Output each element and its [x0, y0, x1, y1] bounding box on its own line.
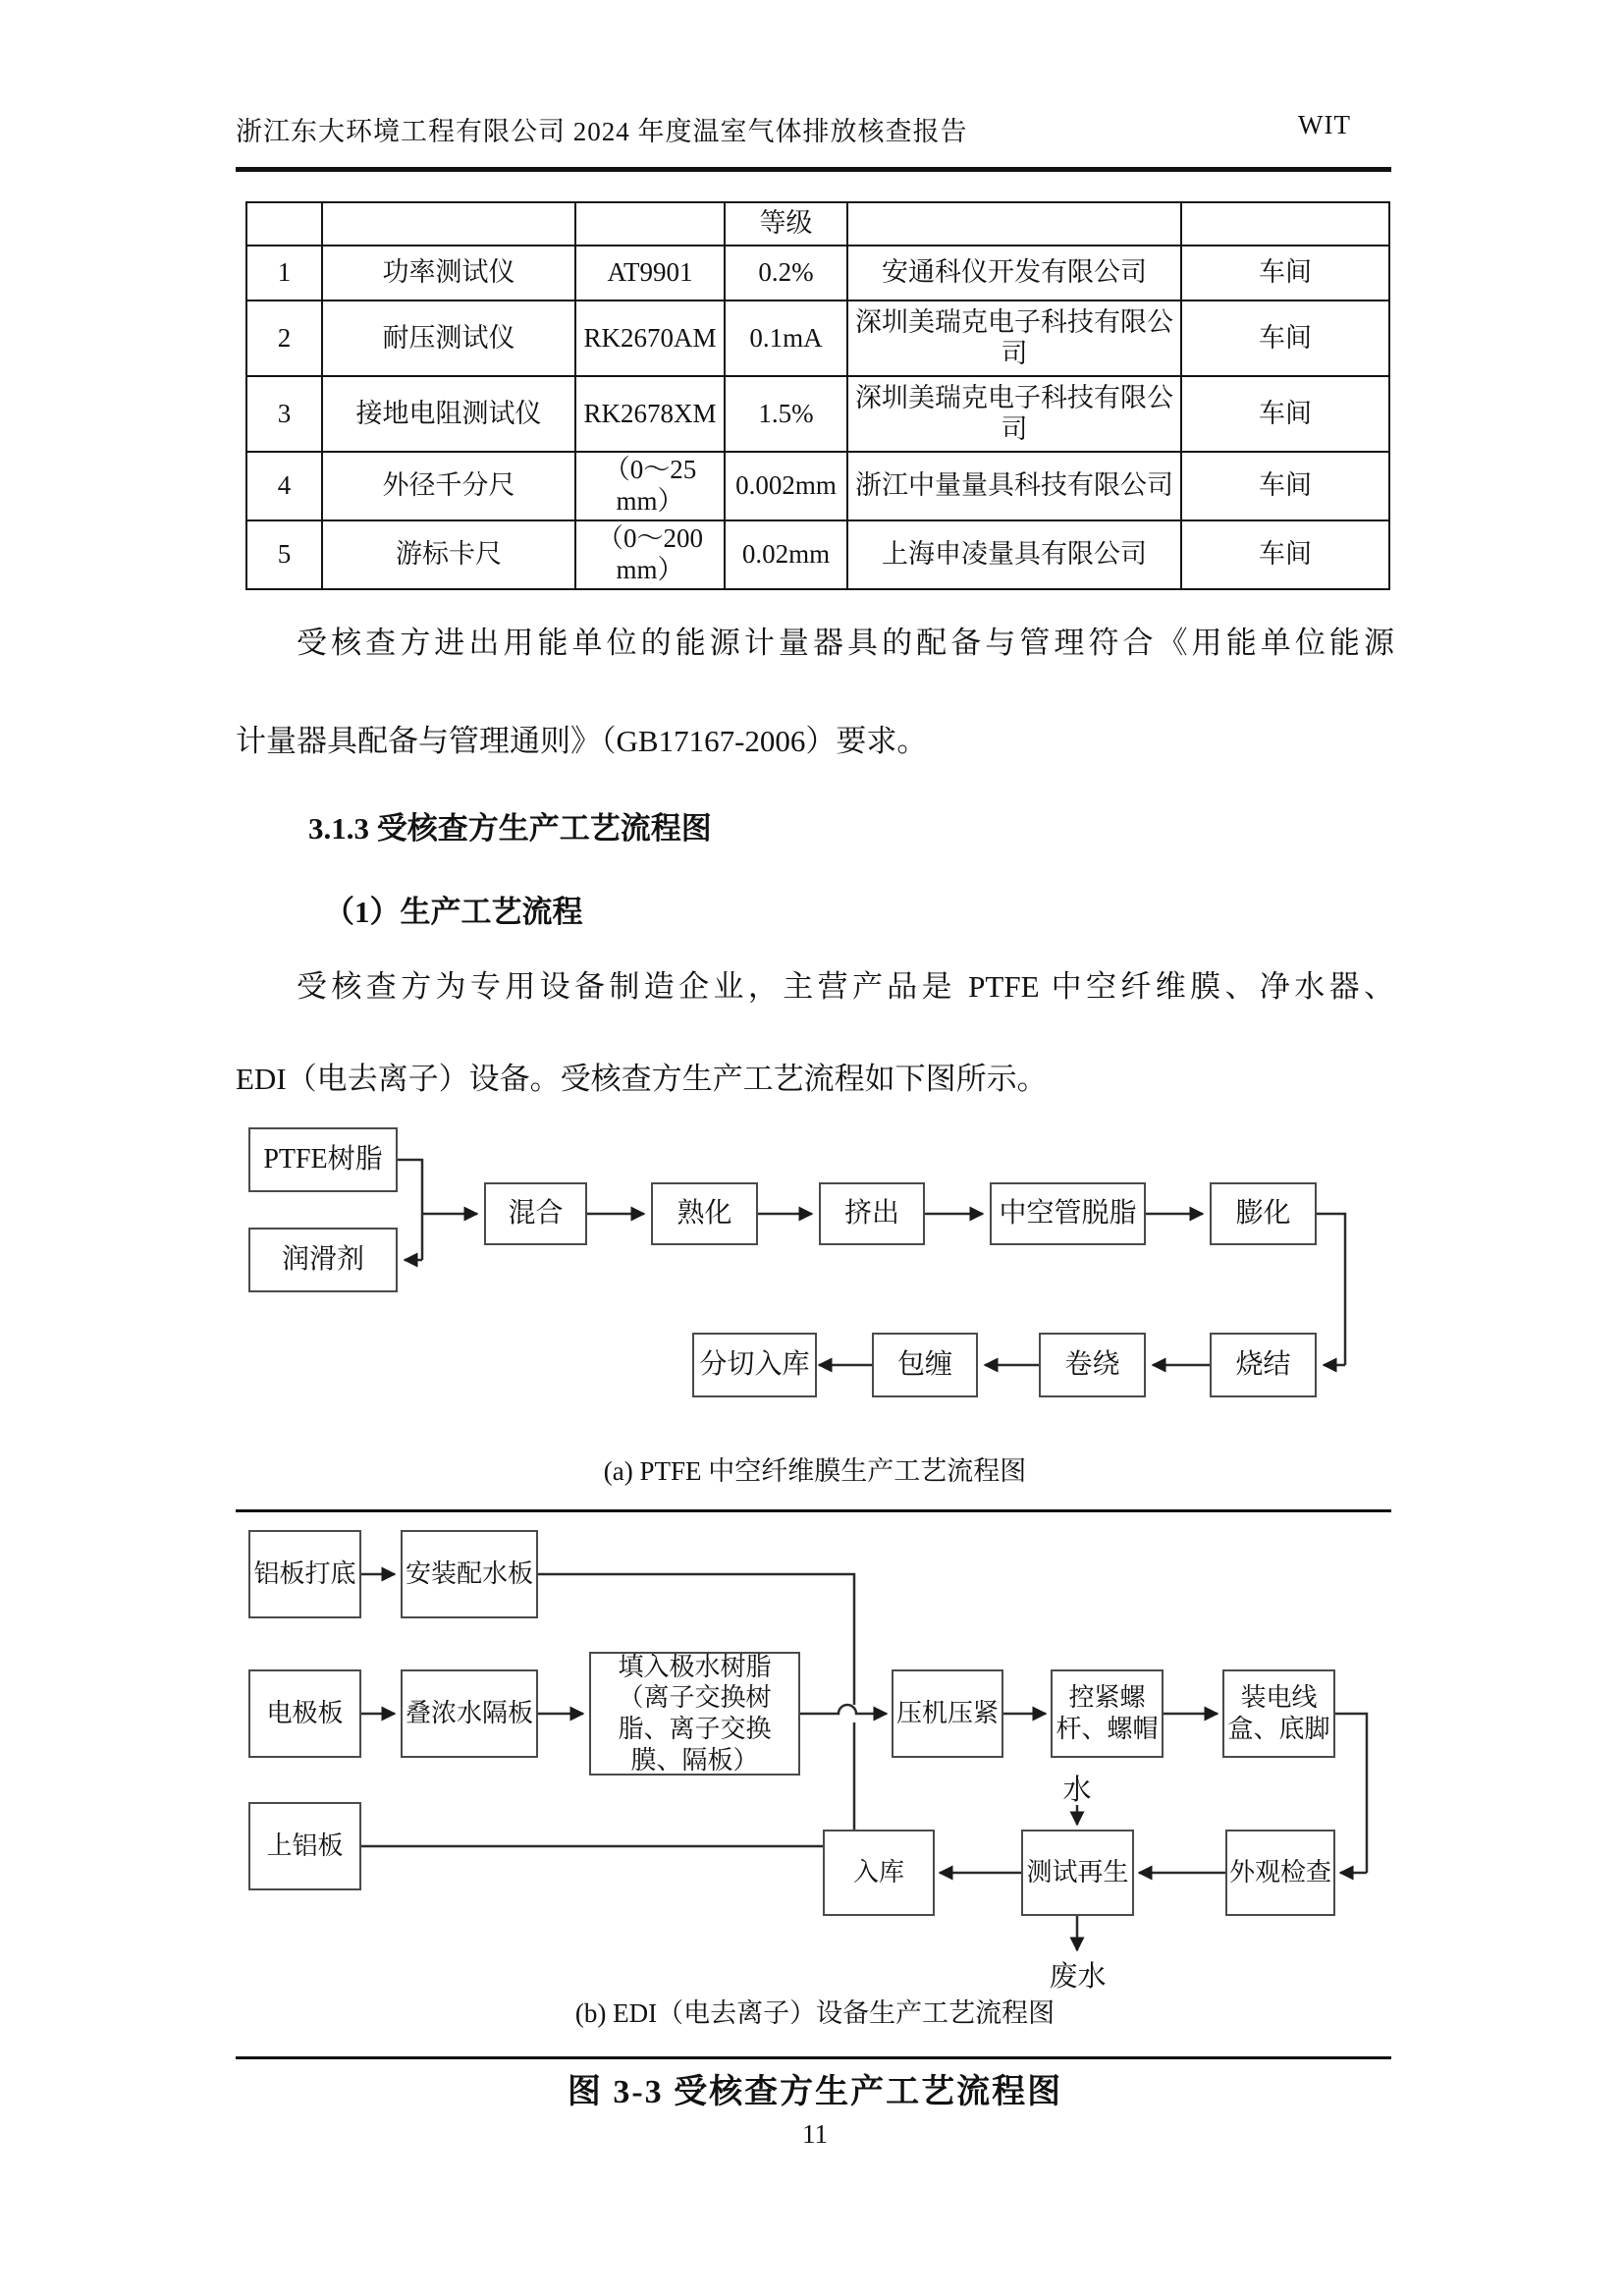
- table-row-continued-header: [246, 202, 1389, 246]
- cell-location: 车间: [1181, 301, 1389, 376]
- cell-precision: 0.2%: [725, 246, 847, 301]
- table-row: [246, 376, 1389, 452]
- cell-model: （0～25 mm）: [575, 452, 725, 520]
- flow-node-extrusion: 挤出: [819, 1182, 925, 1245]
- separator-rule: [236, 2056, 1391, 2059]
- meter-table: [245, 201, 1390, 590]
- cell-name: 功率测试仪: [322, 246, 575, 301]
- flow-label-wastewater: 废水: [1049, 1961, 1107, 1993]
- cell-num: 4: [246, 452, 322, 520]
- paragraph-compliance: [236, 594, 1394, 791]
- figure-caption: 图 3-3 受核查方生产工艺流程图: [567, 2074, 1063, 2110]
- cell-model: AT9901: [575, 246, 725, 301]
- flow-node-aluminum-base: 铝板打底: [248, 1530, 361, 1618]
- flow-node-curing: 熟化: [651, 1182, 758, 1245]
- cell-grade-header: 等级: [725, 202, 847, 246]
- cell-location: 车间: [1181, 520, 1389, 589]
- cell: [847, 202, 1181, 246]
- cell: [1181, 202, 1389, 246]
- cell: [246, 202, 322, 246]
- flow-node-tightening: 控紧螺杆、螺帽: [1051, 1669, 1164, 1758]
- cell-num: 3: [246, 376, 322, 452]
- flow-node-electrode-plate: 电极板: [248, 1669, 361, 1758]
- cell-model: （0～200 mm）: [575, 520, 725, 589]
- cell-manufacturer: 深圳美瑞克电子科技有限公司: [847, 376, 1181, 452]
- cell-name: 耐压测试仪: [322, 301, 575, 376]
- cell-model: RK2670AM: [575, 301, 725, 376]
- cell-manufacturer: 上海申凌量具有限公司: [847, 520, 1181, 589]
- flow-node-water-plate: 安装配水板: [401, 1530, 538, 1618]
- flow-node-wrapping: 包缠: [872, 1333, 978, 1397]
- cell-num: 2: [246, 301, 322, 376]
- paragraph-line: 受核查方进出用能单位的能源计量器具的配备与管理符合《用能单位能源: [297, 626, 1394, 660]
- table-row: [246, 301, 1389, 376]
- paragraph-line: EDI（电去离子）设备。受核查方生产工艺流程如下图所示。: [236, 1062, 1048, 1096]
- section-heading-313: 3.1.3 受核查方生产工艺流程图: [308, 811, 712, 846]
- flow-node-expansion: 膨化: [1210, 1182, 1317, 1245]
- cell: [575, 202, 725, 246]
- flow-node-winding: 卷绕: [1039, 1333, 1146, 1397]
- flowchart-edi: [236, 1520, 1394, 1993]
- flow-node-spacer-stack: 叠浓水隔板: [401, 1669, 538, 1758]
- header-rule: [236, 167, 1391, 172]
- flow-node-storage: 入库: [823, 1830, 935, 1916]
- cell-location: 车间: [1181, 376, 1389, 452]
- flowchart-ptfe: [236, 1120, 1394, 1434]
- page-number: 11: [802, 2119, 828, 2149]
- cell-num: 5: [246, 520, 322, 589]
- cell-precision: 0.002mm: [725, 452, 847, 520]
- flow-node-cutting-storage: 分切入库: [692, 1333, 817, 1397]
- table-row: [246, 246, 1389, 301]
- caption-flowchart-b: (b) EDI（电去离子）设备生产工艺流程图: [574, 1998, 1056, 2028]
- cell-manufacturer: 深圳美瑞克电子科技有限公司: [847, 301, 1181, 376]
- cell-name: 游标卡尺: [322, 520, 575, 589]
- header-title: 浙江东大环境工程有限公司 2024 年度温室气体排放核查报告: [236, 117, 968, 146]
- cell-manufacturer: 浙江中量量具科技有限公司: [847, 452, 1181, 520]
- flow-node-degreasing: 中空管脱脂: [990, 1182, 1146, 1245]
- flow-node-sintering: 烧结: [1210, 1333, 1317, 1397]
- paragraph-line: 计量器具配备与管理通则》（GB17167-2006）要求。: [236, 724, 928, 758]
- subsection-heading-1: （1）生产工艺流程: [324, 895, 583, 929]
- cell-precision: 1.5%: [725, 376, 847, 452]
- cell-location: 车间: [1181, 246, 1389, 301]
- flow-node-ptfe-resin: PTFE树脂: [248, 1127, 398, 1192]
- cell-model: RK2678XM: [575, 376, 725, 452]
- table-row: [246, 452, 1389, 520]
- cell-precision: 0.1mA: [725, 301, 847, 376]
- paragraph-products: [236, 941, 1394, 1125]
- separator-rule: [236, 1509, 1391, 1512]
- cell-manufacturer: 安通科仪开发有限公司: [847, 246, 1181, 301]
- flow-node-wiring-feet: 装电线盒、底脚: [1222, 1669, 1335, 1758]
- paragraph-line: 受核查方为专用设备制造企业，主营产品是 PTFE 中空纤维膜、净水器、: [297, 969, 1394, 1004]
- cell-location: 车间: [1181, 452, 1389, 520]
- flow-node-lubricant: 润滑剂: [248, 1228, 398, 1292]
- cell: [322, 202, 575, 246]
- table-row: [246, 520, 1389, 589]
- flow-node-top-plate: 上铝板: [248, 1802, 361, 1890]
- flow-node-pressing: 压机压紧: [892, 1669, 1003, 1758]
- flow-node-mixing: 混合: [484, 1182, 587, 1245]
- flow-node-test-regen: 测试再生: [1021, 1830, 1134, 1916]
- cell-name: 外径千分尺: [322, 452, 575, 520]
- caption-flowchart-a: (a) PTFE 中空纤维膜生产工艺流程图: [603, 1456, 1027, 1486]
- flow-label-water: 水: [1062, 1775, 1092, 1806]
- flow-node-inspection: 外观检查: [1225, 1830, 1335, 1916]
- flow-node-resin-fill: 填入极水树脂（离子交换树脂、离子交换膜、隔板）: [589, 1652, 800, 1776]
- cell-num: 1: [246, 246, 322, 301]
- header-mark: WIT: [1298, 110, 1351, 139]
- cell-name: 接地电阻测试仪: [322, 376, 575, 452]
- cell-precision: 0.02mm: [725, 520, 847, 589]
